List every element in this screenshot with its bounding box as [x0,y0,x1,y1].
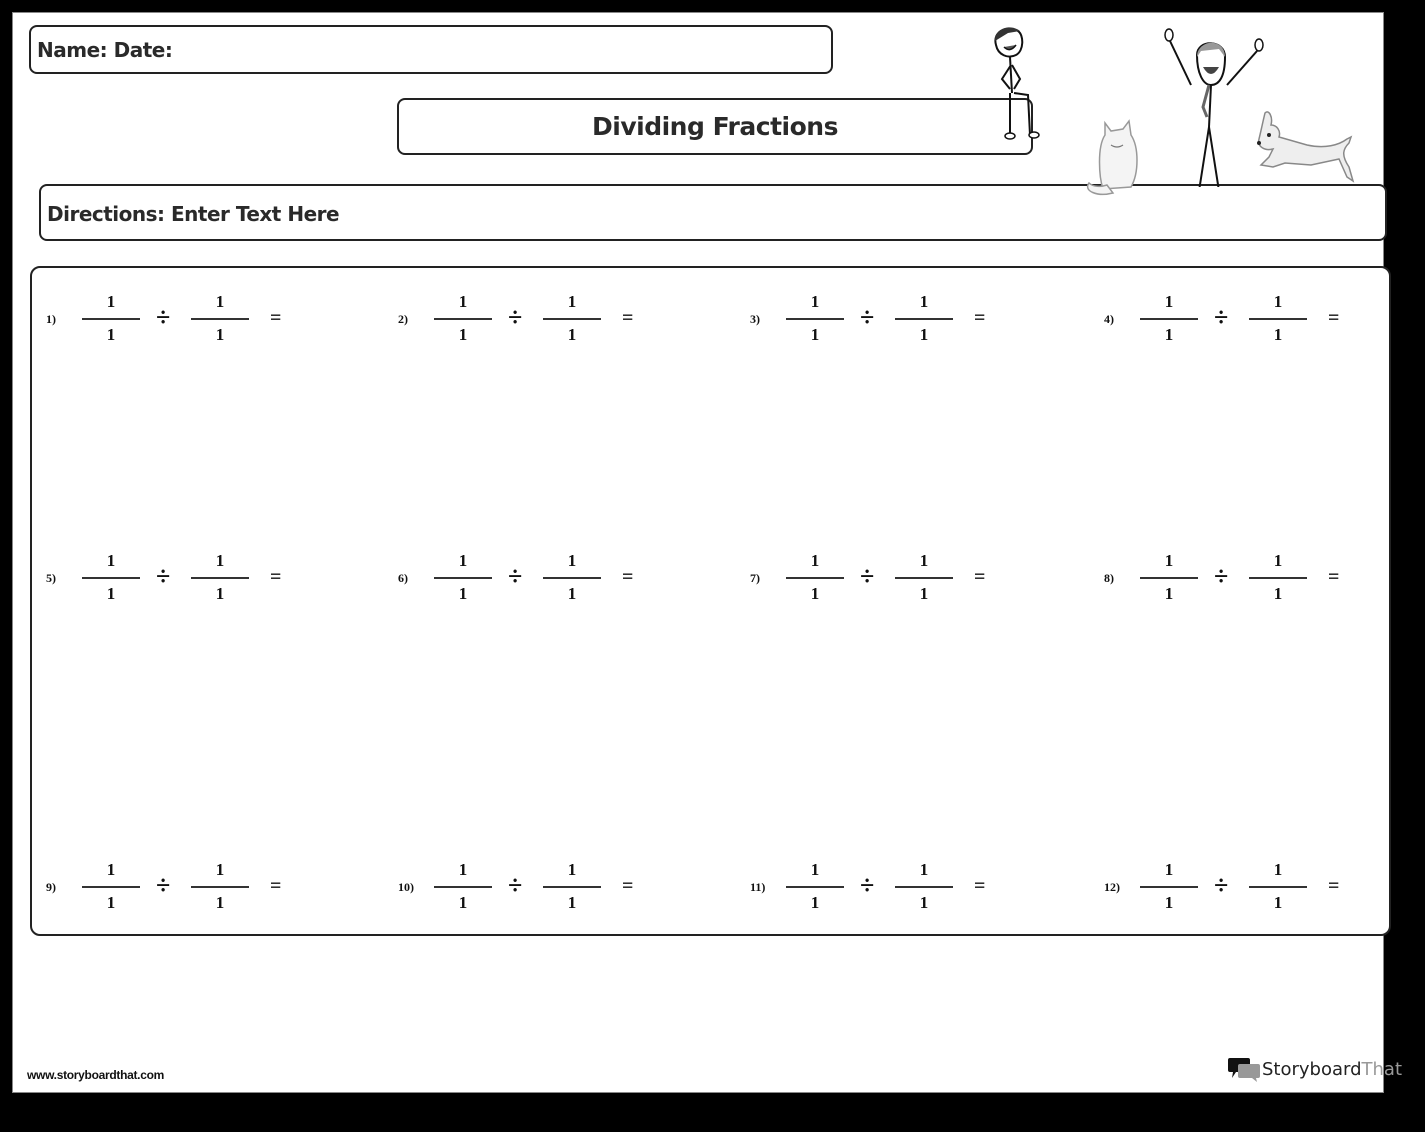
fraction-dividend [786,860,844,913]
fraction-dividend [786,292,844,345]
fraction-bar [895,318,953,320]
numerator: 1 [919,551,929,570]
problem-3 [750,292,1010,352]
problem-4 [1104,292,1364,352]
numerator: 1 [458,551,468,570]
denominator: 1 [458,584,468,603]
numerator: 1 [810,292,820,311]
fraction-dividend [82,860,140,913]
fraction-bar [543,886,601,888]
directions-box[interactable] [39,184,1387,241]
fraction-divisor [895,292,953,345]
fraction-divisor [1249,292,1307,345]
fraction-bar [1140,886,1198,888]
fraction-dividend [82,551,140,604]
denominator: 1 [810,325,820,344]
logo-secondary: That [1361,1058,1403,1080]
title-box [397,98,1033,155]
equals-sign: = [270,875,282,897]
fraction-dividend [82,292,140,345]
fraction-bar [1249,886,1307,888]
problem-6 [398,551,658,611]
logo-text [1262,1059,1402,1080]
numerator: 1 [1273,860,1283,879]
fraction-divisor [191,551,249,604]
denominator: 1 [1164,325,1174,344]
numerator: 1 [106,292,116,311]
fraction-divisor [543,292,601,345]
denominator: 1 [215,325,225,344]
fraction-divisor [543,860,601,913]
fraction-dividend [434,292,492,345]
dog-icon [1251,109,1361,185]
fraction-dividend [1140,292,1198,345]
problem-number: 4) [1104,312,1114,326]
divide-sign-icon: ÷ [860,303,875,332]
fraction-divisor [191,860,249,913]
numerator: 1 [567,292,577,311]
equals-sign: = [1328,875,1340,897]
problem-number: 2) [398,312,408,326]
divide-sign-icon: ÷ [156,303,171,332]
equals-sign: = [1328,307,1340,329]
fraction-bar [786,318,844,320]
fraction-bar [1140,577,1198,579]
fraction-bar [434,577,492,579]
equals-sign: = [622,875,634,897]
problem-number: 3) [750,312,760,326]
fraction-dividend [786,551,844,604]
divide-sign-icon: ÷ [860,562,875,591]
denominator: 1 [215,893,225,912]
problem-5 [46,551,306,611]
denominator: 1 [919,584,929,603]
fraction-bar [191,886,249,888]
numerator: 1 [106,860,116,879]
fraction-divisor [191,292,249,345]
name-date-label: Name: Date: [37,38,173,62]
denominator: 1 [106,893,116,912]
problem-1 [46,292,306,352]
equals-sign: = [974,307,986,329]
numerator: 1 [567,860,577,879]
fraction-dividend [434,860,492,913]
equals-sign: = [974,566,986,588]
denominator: 1 [567,584,577,603]
numerator: 1 [215,292,225,311]
equals-sign: = [270,566,282,588]
problem-9 [46,860,306,920]
fraction-bar [895,886,953,888]
numerator: 1 [1164,860,1174,879]
problem-number: 5) [46,571,56,585]
fraction-divisor [1249,860,1307,913]
fraction-bar [82,318,140,320]
denominator: 1 [458,325,468,344]
denominator: 1 [1273,325,1283,344]
numerator: 1 [1164,292,1174,311]
numerator: 1 [919,292,929,311]
fraction-bar [191,577,249,579]
denominator: 1 [106,584,116,603]
denominator: 1 [106,325,116,344]
problem-11 [750,860,1010,920]
denominator: 1 [1164,584,1174,603]
divide-sign-icon: ÷ [156,562,171,591]
numerator: 1 [215,860,225,879]
fraction-dividend [1140,860,1198,913]
fraction-bar [895,577,953,579]
numerator: 1 [1273,551,1283,570]
denominator: 1 [1273,584,1283,603]
worksheet-page [12,12,1403,1093]
numerator: 1 [810,551,820,570]
problem-10 [398,860,658,920]
footer-url[interactable]: www.storyboardthat.com [27,1068,164,1082]
denominator: 1 [567,893,577,912]
fraction-divisor [895,860,953,913]
problem-number: 1) [46,312,56,326]
fraction-divisor [1249,551,1307,604]
fraction-bar [786,577,844,579]
equals-sign: = [974,875,986,897]
problem-number: 9) [46,880,56,894]
page-title: Dividing Fractions [592,112,838,141]
fraction-divisor [895,551,953,604]
denominator: 1 [810,893,820,912]
problem-12 [1104,860,1364,920]
problem-number: 11) [750,880,766,894]
divide-sign-icon: ÷ [1214,303,1229,332]
fraction-bar [543,318,601,320]
problem-7 [750,551,1010,611]
fraction-dividend [1140,551,1198,604]
divide-sign-icon: ÷ [1214,562,1229,591]
problem-2 [398,292,658,352]
fraction-bar [191,318,249,320]
denominator: 1 [458,893,468,912]
stick-figure-boy-icon [988,23,1058,141]
denominator: 1 [215,584,225,603]
numerator: 1 [106,551,116,570]
fraction-bar [434,886,492,888]
problem-number: 8) [1104,571,1114,585]
divide-sign-icon: ÷ [1214,871,1229,900]
storyboardthat-logo[interactable] [1228,1056,1402,1082]
fraction-bar [543,577,601,579]
divide-sign-icon: ÷ [156,871,171,900]
numerator: 1 [458,860,468,879]
denominator: 1 [1164,893,1174,912]
fraction-bar [1140,318,1198,320]
fraction-bar [82,886,140,888]
cat-icon [1083,117,1153,197]
problems-panel [30,266,1391,936]
name-date-field[interactable] [29,25,833,74]
denominator: 1 [1273,893,1283,912]
equals-sign: = [270,307,282,329]
numerator: 1 [1273,292,1283,311]
denominator: 1 [567,325,577,344]
fraction-bar [1249,577,1307,579]
numerator: 1 [919,860,929,879]
numerator: 1 [567,551,577,570]
logo-primary: Storyboard [1262,1058,1362,1080]
denominator: 1 [919,325,929,344]
problem-8 [1104,551,1364,611]
numerator: 1 [810,860,820,879]
problem-number: 7) [750,571,760,585]
problem-number: 6) [398,571,408,585]
fraction-bar [82,577,140,579]
fraction-bar [434,318,492,320]
fraction-dividend [434,551,492,604]
numerator: 1 [458,292,468,311]
equals-sign: = [622,566,634,588]
fraction-bar [786,886,844,888]
directions-text: Directions: Enter Text Here [47,202,340,226]
fraction-bar [1249,318,1307,320]
numerator: 1 [1164,551,1174,570]
denominator: 1 [810,584,820,603]
divide-sign-icon: ÷ [860,871,875,900]
problem-number: 12) [1104,880,1120,894]
equals-sign: = [622,307,634,329]
equals-sign: = [1328,566,1340,588]
divide-sign-icon: ÷ [508,871,523,900]
problem-number: 10) [398,880,414,894]
numerator: 1 [215,551,225,570]
divide-sign-icon: ÷ [508,562,523,591]
divide-sign-icon: ÷ [508,303,523,332]
speech-bubbles-icon [1228,1056,1262,1082]
denominator: 1 [919,893,929,912]
fraction-divisor [543,551,601,604]
